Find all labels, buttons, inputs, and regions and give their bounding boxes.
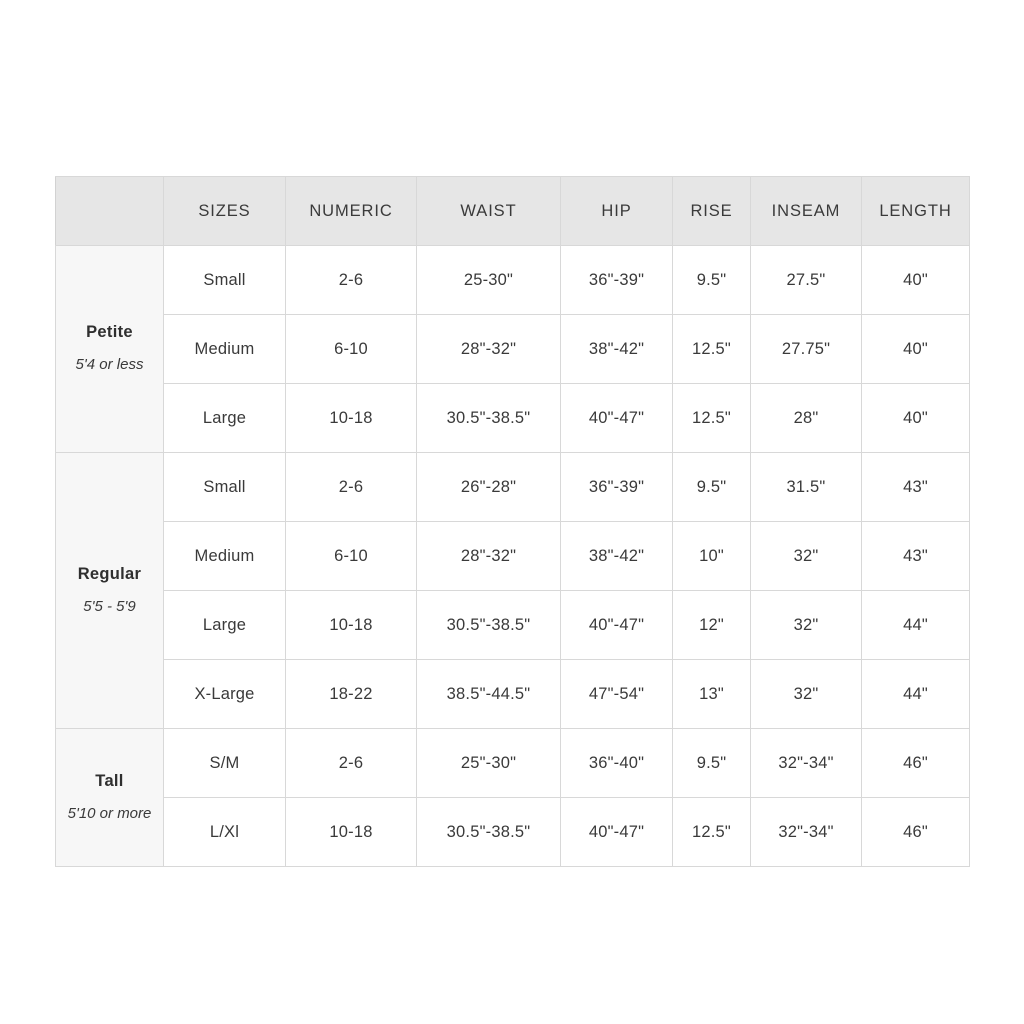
cell-rise: 12.5" (673, 315, 751, 384)
cell-length: 44" (862, 660, 970, 729)
column-header-numeric: NUMERIC (286, 177, 417, 246)
cell-numeric: 2-6 (286, 453, 417, 522)
cell-rise: 13" (673, 660, 751, 729)
column-header-length: LENGTH (862, 177, 970, 246)
group-label-petite (56, 246, 164, 453)
cell-waist: 38.5"-44.5" (417, 660, 561, 729)
column-header-sizes: SIZES (164, 177, 286, 246)
table-row (56, 591, 970, 660)
cell-rise: 12" (673, 591, 751, 660)
cell-hip: 40"-47" (561, 591, 673, 660)
size-chart-table (55, 176, 970, 867)
cell-inseam: 27.75" (751, 315, 862, 384)
table-row (56, 453, 970, 522)
cell-waist: 30.5"-38.5" (417, 591, 561, 660)
cell-length: 43" (862, 453, 970, 522)
table-row (56, 384, 970, 453)
column-header-corner (56, 177, 164, 246)
cell-inseam: 32" (751, 522, 862, 591)
cell-sizes: X-Large (164, 660, 286, 729)
table-body (56, 246, 970, 867)
cell-numeric: 10-18 (286, 798, 417, 867)
cell-hip: 47"-54" (561, 660, 673, 729)
group-label-regular (56, 453, 164, 729)
cell-length: 40" (862, 246, 970, 315)
cell-rise: 12.5" (673, 384, 751, 453)
table-row (56, 798, 970, 867)
cell-inseam: 31.5" (751, 453, 862, 522)
group-subtitle: 5'4 or less (75, 356, 144, 374)
cell-numeric: 10-18 (286, 591, 417, 660)
cell-length: 46" (862, 729, 970, 798)
table-header-row (56, 177, 970, 246)
cell-sizes: Large (164, 384, 286, 453)
cell-rise: 10" (673, 522, 751, 591)
cell-hip: 40"-47" (561, 384, 673, 453)
cell-inseam: 32" (751, 660, 862, 729)
table-row (56, 522, 970, 591)
cell-hip: 36"-39" (561, 246, 673, 315)
cell-rise: 9.5" (673, 246, 751, 315)
group-subtitle: 5'5 - 5'9 (83, 597, 136, 615)
cell-numeric: 18-22 (286, 660, 417, 729)
cell-numeric: 2-6 (286, 246, 417, 315)
cell-waist: 28"-32" (417, 315, 561, 384)
size-chart-container (55, 176, 969, 867)
cell-numeric: 6-10 (286, 522, 417, 591)
cell-numeric: 10-18 (286, 384, 417, 453)
table-row (56, 246, 970, 315)
table-row (56, 660, 970, 729)
cell-sizes: Small (164, 246, 286, 315)
cell-waist: 25-30" (417, 246, 561, 315)
table-header (56, 177, 970, 246)
cell-inseam: 32" (751, 591, 862, 660)
cell-rise: 12.5" (673, 798, 751, 867)
cell-rise: 9.5" (673, 453, 751, 522)
cell-sizes: Small (164, 453, 286, 522)
cell-waist: 30.5"-38.5" (417, 798, 561, 867)
column-header-inseam: INSEAM (751, 177, 862, 246)
table-row (56, 729, 970, 798)
cell-length: 44" (862, 591, 970, 660)
column-header-hip: HIP (561, 177, 673, 246)
group-title: Regular (77, 564, 142, 583)
cell-hip: 40"-47" (561, 798, 673, 867)
cell-sizes: Large (164, 591, 286, 660)
cell-numeric: 2-6 (286, 729, 417, 798)
group-label-tall (56, 729, 164, 867)
cell-inseam: 28" (751, 384, 862, 453)
group-subtitle: 5'10 or more (67, 804, 152, 822)
cell-waist: 26"-28" (417, 453, 561, 522)
cell-numeric: 6-10 (286, 315, 417, 384)
cell-length: 46" (862, 798, 970, 867)
cell-waist: 28"-32" (417, 522, 561, 591)
table-row (56, 315, 970, 384)
cell-sizes: Medium (164, 315, 286, 384)
cell-hip: 38"-42" (561, 522, 673, 591)
cell-sizes: S/M (164, 729, 286, 798)
cell-hip: 36"-39" (561, 453, 673, 522)
cell-waist: 30.5"-38.5" (417, 384, 561, 453)
cell-length: 40" (862, 315, 970, 384)
cell-rise: 9.5" (673, 729, 751, 798)
cell-sizes: L/Xl (164, 798, 286, 867)
cell-waist: 25"-30" (417, 729, 561, 798)
column-header-waist: WAIST (417, 177, 561, 246)
group-title: Petite (86, 323, 133, 342)
cell-hip: 36"-40" (561, 729, 673, 798)
column-header-rise: RISE (673, 177, 751, 246)
group-title: Tall (95, 771, 124, 790)
cell-sizes: Medium (164, 522, 286, 591)
cell-length: 40" (862, 384, 970, 453)
cell-hip: 38"-42" (561, 315, 673, 384)
cell-length: 43" (862, 522, 970, 591)
cell-inseam: 32"-34" (751, 729, 862, 798)
cell-inseam: 27.5" (751, 246, 862, 315)
cell-inseam: 32"-34" (751, 798, 862, 867)
